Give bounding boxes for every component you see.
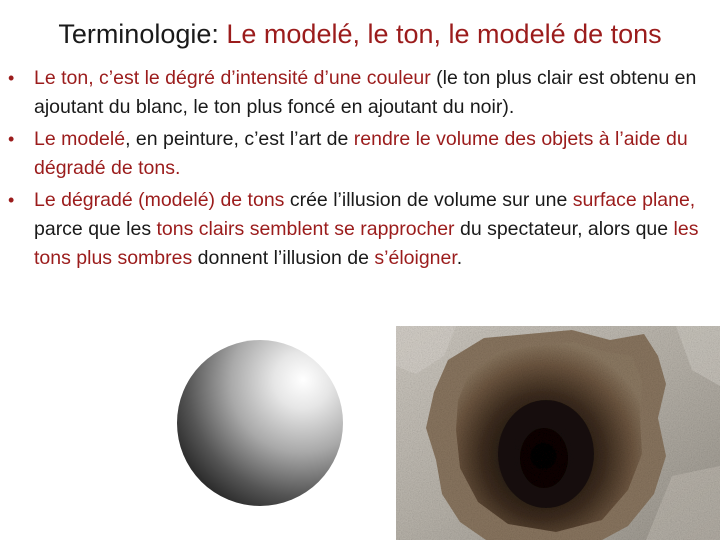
highlighted-text: tons clairs semblent se rapprocher (156, 218, 455, 240)
highlighted-text: Le ton, c’est le dégré d’intensité d’une couleur (34, 67, 431, 89)
highlighted-text: les tons plus sombres (34, 218, 699, 269)
bullet-dot-icon: • (8, 68, 15, 88)
body-text: . (456, 247, 463, 269)
body-text: du spectateur, alors que (454, 218, 674, 240)
body-text: parce que les (34, 218, 157, 240)
bullet-item (6, 186, 716, 273)
bullet-dot-icon: • (8, 190, 15, 210)
body-text: crée l’illusion de volume sur une (284, 189, 573, 211)
bullet-item (6, 125, 716, 183)
bullet-list (6, 64, 716, 276)
highlighted-text: Le modelé (34, 128, 126, 150)
highlighted-text: s’éloigner (374, 247, 457, 269)
body-text: (le ton plus clair est obtenu en ajoutant du blanc, le ton plus foncé en ajoutant du noir). (34, 67, 697, 118)
bullet-dot-icon: • (8, 129, 15, 149)
shaded-sphere-image (176, 339, 344, 507)
title-highlight: Le modelé, le ton, le modelé de tons (226, 19, 662, 49)
highlighted-text: rendre le volume des objets à l’aide du dégradé de tons. (34, 128, 688, 179)
slide-title (0, 14, 720, 54)
title-prefix: Terminologie: (58, 19, 227, 49)
highlighted-text: surface plane, (572, 189, 696, 211)
bullet-item (6, 64, 716, 122)
body-text: donnent l’illusion de (192, 247, 375, 269)
hole-photo-image (396, 326, 720, 540)
body-text: , en peinture, c’est l’art de (125, 128, 354, 150)
highlighted-text: Le dégradé (modelé) de tons (34, 189, 285, 211)
